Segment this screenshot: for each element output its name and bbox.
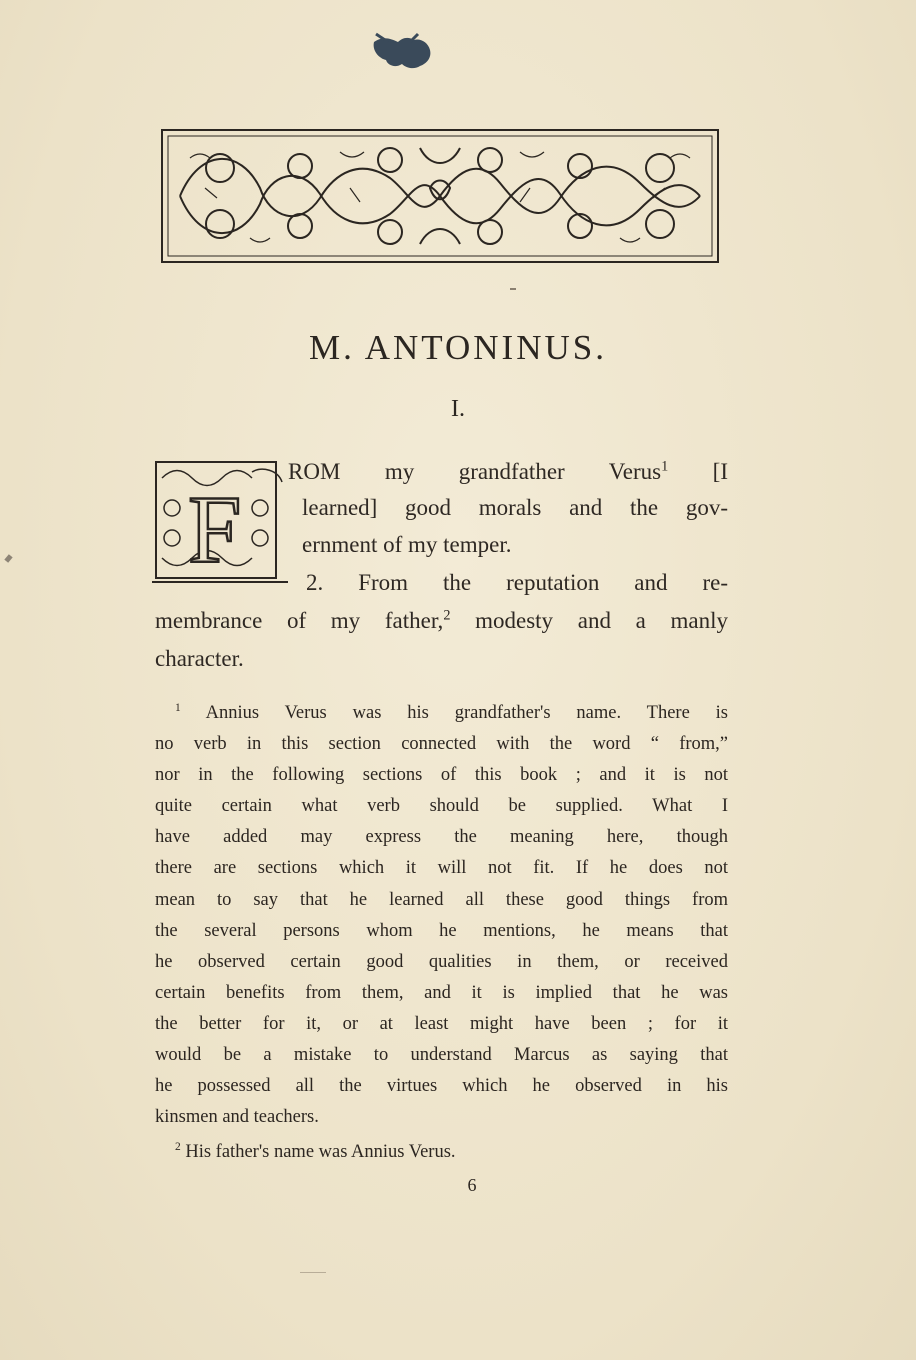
footnote-line: no verb in this section connected with the word “ from,” [155,734,728,754]
footnote-line: have added may express the meaning here, though [155,827,728,847]
footnote-line: the better for it, or at least might have been ; for it [155,1014,728,1034]
chapter-title: M. ANTONINUS. [309,328,607,367]
footnote-line: he possessed all the virtues which he observed in his [155,1076,728,1096]
footnote-line: $^2$ His father's name was Annius Verus. [175,1140,456,1162]
footnote-line: $^1$ Annius Verus was his grandfather's name. There is [175,701,728,723]
footnote-marker: 2 [175,1140,181,1153]
decorated-dropcap-f [152,458,292,590]
section-number: I. [451,396,465,422]
top-ornament-mark [368,28,438,72]
footnote-line: quite certain what verb should be supplied. What I [155,796,728,816]
body-line: 2. From the reputation and re- [306,570,728,595]
footnote-line: he observed certain good qualities in them, or received [155,952,728,972]
dropcap-letter: F [188,476,242,583]
body-line: character. [155,646,244,671]
body-line: ernment of my temper. [302,532,512,557]
footnote-line: nor in the following sections of this book ; and it is not [155,765,728,785]
body-line: learned] good morals and the gov- [302,495,728,520]
footnote-line: certain benefits from them, and it is implied that he was [155,983,728,1003]
paper-speck [4,554,12,563]
page-number: 6 [467,1175,477,1195]
footnote-marker: 1 [175,701,181,714]
footnote-line: there are sections which it will not fit. If he does not [155,858,728,878]
footnote-line: would be a mistake to understand Marcus as saying that [155,1045,728,1065]
body-line: ROM my grandfather Verus$^1$ [I [288,458,729,484]
print-mark [510,288,516,290]
footnote-line: kinsmen and teachers. [155,1107,319,1127]
footnote-line: the several persons whom he mentions, he means that [155,921,728,941]
body-line: membrance of my father,$^2$ modesty and a manly [155,607,728,633]
decorative-headpiece [160,128,720,264]
footnote-line: mean to say that he learned all these good things from [155,890,728,910]
paper-speck [300,1272,326,1273]
